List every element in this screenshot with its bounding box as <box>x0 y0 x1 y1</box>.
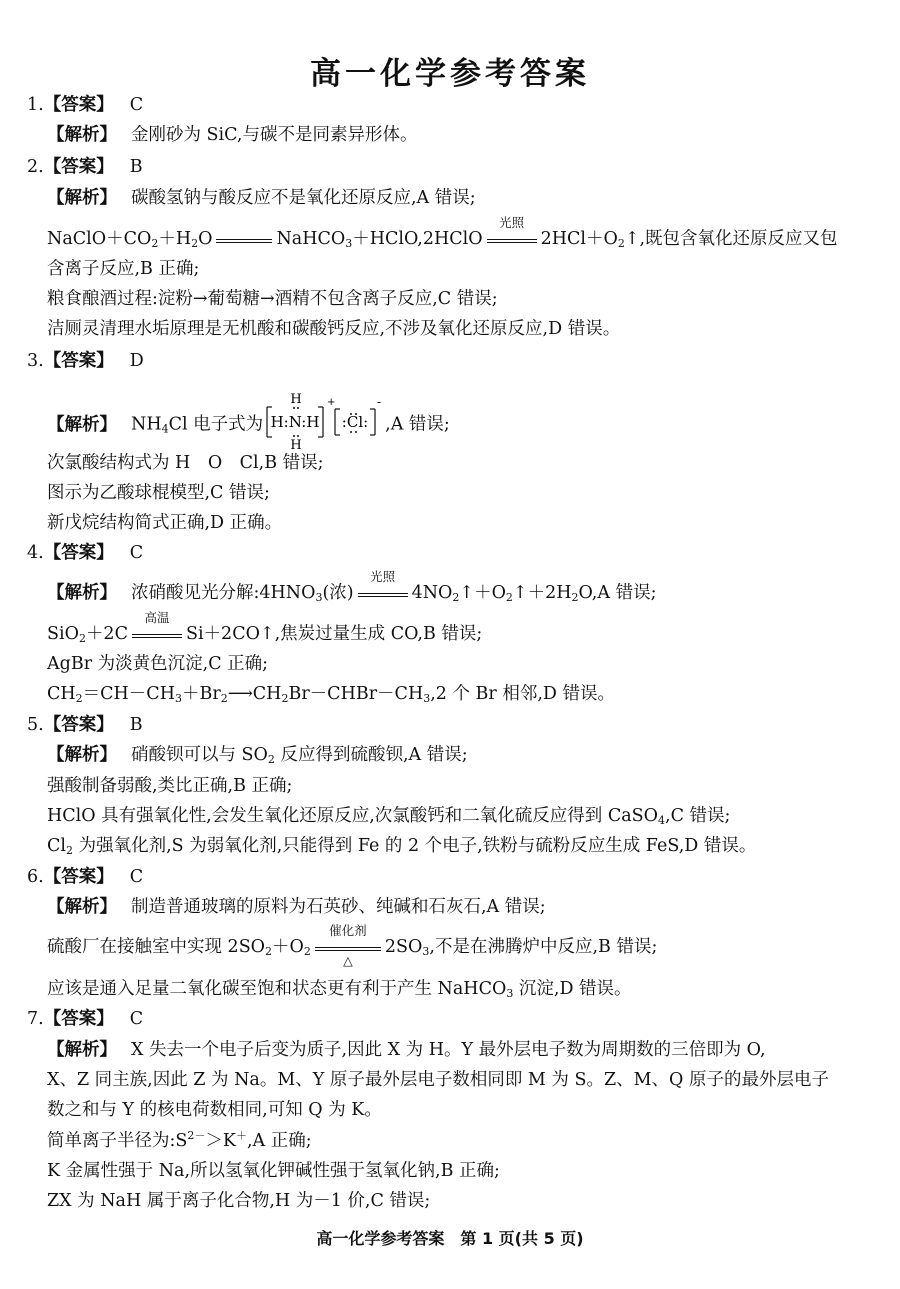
plus-charge: + <box>327 397 336 408</box>
lewis-hnh: H:N:H <box>270 413 320 431</box>
subscript: 2 <box>267 753 275 766</box>
condition-text: 光照 <box>370 568 396 584</box>
analysis-tag: 【解析】 <box>47 1040 117 1060</box>
subscript: 2 <box>303 945 311 958</box>
equation-part: NaHCO <box>276 229 346 249</box>
answer-tag: 【答案】 <box>43 157 114 177</box>
q5-number: 5. <box>27 715 44 735</box>
analysis-tag: 【解析】 <box>47 745 117 765</box>
subscript: 3 <box>174 692 182 705</box>
minus-charge: - <box>377 395 382 409</box>
q6-number: 6. <box>27 867 44 887</box>
q7-line-6: ZX 为 NaH 属于离子化合物,H 为－1 价,C 错误; <box>47 1191 431 1211</box>
q6-analysis <box>47 896 546 918</box>
page-footer: 高一化学参考答案 第 1 页(共 5 页) <box>316 1229 584 1248</box>
reaction-condition <box>485 214 539 251</box>
q1-analysis-text: 金刚砂为 SiC,与碳不是同素异形体。 <box>131 125 418 145</box>
superscript: ＋ <box>235 1129 247 1142</box>
q2-answer: B <box>129 157 143 177</box>
equation-part: ,2 个 Br 相邻,D 错误。 <box>430 684 615 704</box>
q3-answer: D <box>129 351 144 371</box>
condition-text: 催化剂 <box>329 922 367 938</box>
q7-analysis <box>47 1039 766 1061</box>
answer-tag: 【答案】 <box>43 95 114 115</box>
q4-line-3: AgBr 为淡黄色沉淀,C 正确; <box>47 654 269 674</box>
equation-part: 4NO <box>411 583 453 603</box>
q6-line-2 <box>47 922 658 968</box>
q6-analysis-text: 制造普通玻璃的原料为石英砂、纯碱和石灰石,A 错误; <box>131 897 546 917</box>
q7-answer-line <box>27 1008 143 1030</box>
q3-line-2: 次氯酸结构式为 H O Cl,B 错误; <box>47 453 324 473</box>
equation-part: ,A 正确; <box>246 1131 312 1151</box>
equation-part: ＋H <box>158 229 192 249</box>
q5-analysis <box>47 744 468 766</box>
q2-number: 2. <box>27 157 44 177</box>
q6-answer-line <box>27 866 143 888</box>
q2-line-3: 含离子反应,B 正确; <box>47 259 200 279</box>
lewis-h-bottom: H <box>290 438 302 451</box>
equation-part: ⟶CH <box>227 684 282 704</box>
subscript: 3 <box>423 692 431 705</box>
subscript: 4 <box>658 814 666 827</box>
q4-line-4 <box>47 683 615 705</box>
equation-part: HClO 具有强氧化性,会发生氧化还原反应,次氯酸钙和二氧化硫反应得到 CaSO <box>47 806 659 826</box>
equation-part: Cl <box>47 836 66 856</box>
equation-part: 沉淀,D 错误。 <box>518 979 632 999</box>
equation-part: 为强氧化剂,S 为弱氧化剂,只能得到 Fe 的 2 个电子,铁粉与硫粉反应生成 FeS,D 错误。 <box>78 836 757 856</box>
q7-analysis-text: X 失去一个电子后变为质子,因此 X 为 H。Y 最外层电子数为周期数的三倍即为 O, <box>131 1040 766 1060</box>
reaction-condition <box>313 922 383 968</box>
q2-analysis-text: 碳酸氢钠与酸反应不是氧化还原反应,A 错误; <box>131 188 476 208</box>
subscript: 2 <box>191 237 199 250</box>
subscript: 2 <box>571 591 579 604</box>
q5-line-2: 强酸制备弱酸,类比正确,B 正确; <box>47 776 293 796</box>
answer-tag: 【答案】 <box>43 715 114 735</box>
condition-text: 光照 <box>499 214 525 230</box>
answer-tag: 【答案】 <box>43 543 114 563</box>
analysis-tag: 【解析】 <box>47 414 117 435</box>
subscript: 2 <box>151 237 159 250</box>
subscript: 2 <box>78 632 86 645</box>
equation-part: O,A 错误; <box>578 583 657 603</box>
equation-part: 应该是通入足量二氧化碳至饱和状态更有利于产生 NaHCO <box>47 979 507 999</box>
q3-line-4: 新戊烷结构简式正确,D 正确。 <box>47 513 283 533</box>
q4-answer: C <box>129 543 144 563</box>
q5-answer-line <box>27 714 143 736</box>
analysis-tag: 【解析】 <box>47 897 117 917</box>
q7-line-3: 数之和与 Y 的核电荷数相同,可知 Q 为 K。 <box>47 1100 382 1120</box>
q7-line-4 <box>47 1130 312 1152</box>
equation-part: ＋HClO,2HClO <box>352 229 483 249</box>
q3-line-3: 图示为乙酸球棍模型,C 错误; <box>47 483 270 503</box>
equation-part: 2HCl＋O <box>540 229 618 249</box>
q3-answer-line <box>27 350 144 372</box>
equation-part: ＝CH－CH <box>82 684 175 704</box>
q4-number: 4. <box>27 543 44 563</box>
equals-sign <box>214 229 274 251</box>
equation-part: Cl 电子式为 <box>168 414 264 435</box>
equation-part: Si＋2CO↑,焦炭过量生成 CO,B 错误; <box>185 624 483 644</box>
reaction-condition <box>130 609 184 646</box>
q3-analysis <box>47 393 450 451</box>
subscript: 2 <box>452 591 460 604</box>
subscript: 2 <box>220 692 228 705</box>
subscript: 2 <box>66 844 73 857</box>
equation-part: ,不是在沸腾炉中反应,B 错误; <box>429 937 658 957</box>
q2-equation-line <box>47 214 838 251</box>
q5-line-4 <box>47 835 756 857</box>
subscript: 2 <box>281 692 289 705</box>
q5-answer: B <box>129 715 143 735</box>
q7-line-5: K 金属性强于 Na,所以氢氧化钾碱性强于氢氧化钠,B 正确; <box>47 1161 500 1181</box>
analysis-tag: 【解析】 <box>47 188 117 208</box>
equation-part: ↑＋O <box>459 583 506 603</box>
analysis-tag: 【解析】 <box>47 583 117 603</box>
equation-part: 硝酸钡可以与 SO <box>131 745 268 765</box>
heat-symbol: △ <box>343 952 353 968</box>
lewis-h-top: H <box>290 393 302 407</box>
subscript: 3 <box>315 591 323 604</box>
q2-line-4: 粮食酿酒过程:淀粉→葡萄糖→酒精不包含离子反应,C 错误; <box>47 289 498 309</box>
q5-line-3 <box>47 805 730 827</box>
q2-line-5: 洁厕灵清理水垢原理是无机酸和碳酸钙反应,不涉及氧化还原反应,D 错误。 <box>47 319 621 339</box>
q4-analysis <box>47 568 657 605</box>
reaction-condition <box>356 568 410 605</box>
equation-part: 反应得到硫酸钡,A 错误; <box>280 745 468 765</box>
equation-part: NH <box>131 414 162 435</box>
equation-part: ,A 错误; <box>385 414 450 435</box>
q7-line-2: X、Z 同主族,因此 Z 为 Na。M、Y 原子最外层电子数相同即 M 为 S。Z、M、Q 原子的最外层电子 <box>47 1070 829 1090</box>
condition-text: 高温 <box>144 609 170 625</box>
subscript: 3 <box>422 945 430 958</box>
subscript: 4 <box>161 422 169 436</box>
equation-part: ＞K <box>205 1131 236 1151</box>
equation-part: NaClO＋CO <box>47 229 152 249</box>
equation-part: ＋O <box>272 937 304 957</box>
electron-formula <box>263 393 385 451</box>
equation-part: ↑＋2H <box>512 583 572 603</box>
subscript: 2 <box>505 591 513 604</box>
q1-analysis <box>47 124 417 146</box>
page-title: 高一化学参考答案 <box>310 56 590 92</box>
equation-part: (浓) <box>322 583 354 603</box>
q2-answer-line <box>27 156 143 178</box>
subscript: 2 <box>265 945 273 958</box>
answer-tag: 【答案】 <box>43 1009 114 1029</box>
analysis-tag: 【解析】 <box>47 125 117 145</box>
equation-part: ＋Br <box>181 684 221 704</box>
equation-part: O <box>198 229 213 249</box>
equation-part: ＋2C <box>85 624 128 644</box>
q2-analysis <box>47 187 476 209</box>
q7-number: 7. <box>27 1009 44 1029</box>
subscript: 2 <box>617 237 625 250</box>
superscript: 2－ <box>187 1129 206 1142</box>
q1-answer: C <box>129 95 144 115</box>
q1-number: 1. <box>27 95 44 115</box>
q6-line-3 <box>47 978 632 1000</box>
equation-part: 硫酸厂在接触室中实现 2SO <box>47 937 266 957</box>
answer-tag: 【答案】 <box>43 867 114 887</box>
q7-answer: C <box>129 1009 144 1029</box>
q6-answer: C <box>129 867 144 887</box>
equation-part: CH <box>47 684 76 704</box>
equation-part: 2SO <box>384 937 423 957</box>
lewis-cl: :Cl: <box>341 413 369 431</box>
equation-part: ,C 错误; <box>665 806 731 826</box>
equation-part: 简单离子半径为:S <box>47 1131 188 1151</box>
q4-line-2 <box>47 609 483 646</box>
equation-part: 浓硝酸见光分解:4HNO <box>131 583 316 603</box>
equation-part: ↑,既包含氧化还原反应又包 <box>624 229 838 249</box>
q1-answer-line <box>27 94 143 116</box>
equation-part: SiO <box>47 624 79 644</box>
subscript: 2 <box>75 692 83 705</box>
q4-answer-line <box>27 542 143 564</box>
answer-tag: 【答案】 <box>43 351 114 371</box>
equation-part: Br－CHBr－CH <box>288 684 424 704</box>
subscript: 3 <box>345 237 353 250</box>
subscript: 3 <box>506 987 514 1000</box>
q3-number: 3. <box>27 351 44 371</box>
